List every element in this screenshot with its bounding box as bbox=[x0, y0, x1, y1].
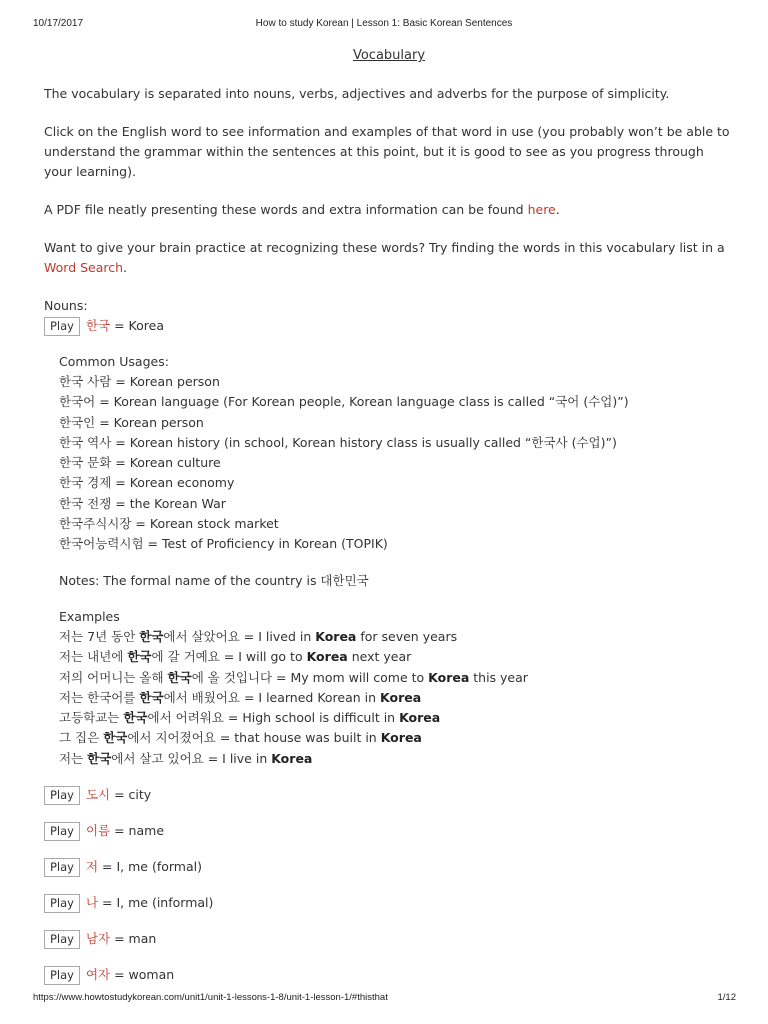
usage-item: 한국 전쟁 = the Korean War bbox=[59, 495, 226, 511]
pdf-paragraph bbox=[44, 200, 734, 220]
vocab-item bbox=[44, 785, 734, 805]
footer-page-number: 1/12 bbox=[717, 992, 736, 1003]
vocab-item bbox=[44, 316, 734, 336]
word-search-link[interactable]: Word Search bbox=[44, 260, 124, 275]
play-button[interactable]: Play bbox=[44, 786, 80, 805]
word-search-text-end: . bbox=[123, 260, 128, 275]
vocab-item bbox=[44, 929, 734, 949]
intro-paragraph: The vocabulary is separated into nouns, verbs, adjectives and adverbs for the purpose of simplicity. bbox=[44, 86, 670, 101]
vocab-english: = name bbox=[110, 823, 165, 839]
pdf-text-end: . bbox=[555, 202, 560, 217]
word-search-text: Want to give your brain practice at recognizing these words? Try finding the words in this vocabulary list in a bbox=[44, 240, 725, 255]
play-button[interactable]: Play bbox=[44, 317, 80, 336]
footer-url: https://www.howtostudykorean.com/unit1/unit-1-lessons-1-8/unit-1-lesson-1/#thisthat bbox=[33, 992, 388, 1003]
header-title: How to study Korean | Lesson 1: Basic Korean Sentences bbox=[255, 18, 513, 29]
lesson-content bbox=[44, 44, 734, 1001]
vocab-item bbox=[44, 821, 734, 841]
usage-item: 한국인 = Korean person bbox=[59, 414, 204, 430]
vocab-item bbox=[44, 893, 734, 913]
vocab-item bbox=[44, 857, 734, 877]
vocab-english: = Korea bbox=[110, 318, 164, 333]
usage-item: 한국 경제 = Korean economy bbox=[59, 475, 235, 491]
play-button[interactable]: Play bbox=[44, 930, 80, 949]
notes-text: Notes: The formal name of the country is 대한민국 bbox=[59, 572, 369, 588]
vocab-korean-link[interactable]: 저 bbox=[85, 859, 99, 875]
vocab-english: = woman bbox=[110, 967, 175, 983]
vocab-english: = city bbox=[110, 787, 152, 803]
play-button[interactable]: Play bbox=[44, 894, 80, 913]
usage-section bbox=[59, 352, 734, 769]
section-title: Vocabulary bbox=[352, 48, 426, 63]
example-sentence: 저는 내년에 한국에 갈 거예요 = I will go to Korea next year bbox=[59, 649, 412, 665]
example-sentence: 저는 7년 동안 한국에서 살았어요 = I lived in Korea for seven years bbox=[59, 628, 458, 644]
example-sentence: 저는 한국에서 살고 있어요 = I live in Korea bbox=[59, 750, 313, 766]
vocab-item bbox=[44, 965, 734, 985]
example-sentence: 저는 한국어를 한국에서 배웠어요 = I learned Korean in Korea bbox=[59, 689, 422, 705]
play-button[interactable]: Play bbox=[44, 966, 80, 985]
example-sentence: 고등학교는 한국에서 어려워요 = High school is difficult in Korea bbox=[59, 710, 441, 726]
examples-title: Examples bbox=[59, 608, 120, 624]
vocab-english: = I, me (informal) bbox=[98, 895, 214, 911]
usage-item: 한국주식시장 = Korean stock market bbox=[59, 516, 279, 532]
vocab-korean-link[interactable]: 한국 bbox=[85, 318, 111, 333]
usage-item: 한국어능력시험 = Test of Proficiency in Korean (TOPIK) bbox=[59, 536, 388, 552]
word-search-paragraph bbox=[44, 238, 734, 278]
play-button[interactable]: Play bbox=[44, 858, 80, 877]
usage-item: 한국 사람 = Korean person bbox=[59, 374, 220, 389]
example-sentence: 저의 어머니는 올해 한국에 올 것입니다 = My mom will come to Korea this year bbox=[59, 669, 528, 685]
example-sentence: 그 집은 한국에서 지어졌어요 = that house was built in Korea bbox=[59, 730, 422, 746]
pdf-link[interactable]: here bbox=[527, 202, 556, 217]
instructions-paragraph: Click on the English word to see information and examples of that word in use (you probably won’t be able to understand the grammar within the sentences at this point, but it is good to see as you progress through your learning). bbox=[44, 124, 730, 179]
common-usages-title: Common Usages: bbox=[59, 354, 169, 369]
vocab-korean-link[interactable]: 남자 bbox=[85, 931, 111, 947]
pdf-text: A PDF file neatly presenting these words and extra information can be found bbox=[44, 202, 528, 217]
vocab-korean-link[interactable]: 도시 bbox=[85, 787, 111, 803]
vocab-english: = I, me (formal) bbox=[98, 859, 202, 875]
usage-item: 한국 역사 = Korean history (in school, Korean history class is usually called “한국사 (수업)”) bbox=[59, 434, 617, 450]
vocab-korean-link[interactable]: 이름 bbox=[85, 823, 111, 839]
play-button[interactable]: Play bbox=[44, 822, 80, 841]
nouns-label: Nouns: bbox=[44, 298, 88, 313]
vocab-korean-link[interactable]: 나 bbox=[85, 895, 99, 911]
usage-item: 한국어 = Korean language (For Korean people, Korean language class is called “국어 (수업)”) bbox=[59, 394, 629, 410]
header-date: 10/17/2017 bbox=[33, 18, 84, 29]
vocab-english: = man bbox=[110, 931, 157, 947]
usage-item: 한국 문화 = Korean culture bbox=[59, 455, 221, 471]
vocab-korean-link[interactable]: 여자 bbox=[85, 967, 111, 983]
